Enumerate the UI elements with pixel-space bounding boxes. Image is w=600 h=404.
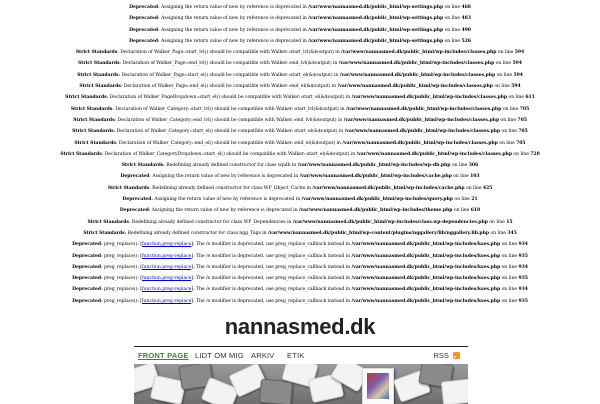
- error-level: Deprecated: [72, 253, 102, 259]
- error-line-prefix: on line: [465, 185, 482, 191]
- php-error-line: Strict Standards: Declaration of Walker_Category::start_lvl() should be compatible with Walker::start_lvl(&$output) in /var/www/nannasmed.dk/public_html/wp-includes/classes.php on line 705: [70, 106, 530, 112]
- error-level: Deprecated: [129, 27, 159, 33]
- error-line-prefix: on line: [444, 27, 461, 33]
- error-line-prefix: on line: [453, 174, 469, 180]
- error-file-path: /var/www/nannasmed.dk/public_html/wp-includes/classes.php: [339, 72, 496, 78]
- error-line-prefix: on line: [453, 208, 470, 214]
- error-message: Declaration of Walker_Category::start_el() should be compatible with Walker::start_el(&$output) in: [116, 129, 344, 135]
- error-line-prefix: on line: [495, 61, 512, 67]
- error-line-prefix: on line: [454, 197, 470, 203]
- php-error-line: Deprecated: Assigning the return value of new by reference is deprecated in /var/www/nannasmed.dk/public_html/wp-settings.php on line 468: [129, 5, 471, 10]
- error-line-number: 103: [470, 174, 480, 180]
- error-line-number: 594: [513, 72, 523, 78]
- error-line-number: 934: [518, 242, 528, 248]
- error-level: Strict Standards: [77, 72, 119, 78]
- error-file-path: /var/www/nannasmed.dk/public_html/wp-includes/query.php: [301, 197, 453, 203]
- error-line-number: 618: [470, 208, 481, 214]
- php-error-line: Deprecated: Assigning the return value of new by reference is deprecated in /var/www/nannasmed.dk/public_html/wp-settings.php on line 526: [129, 38, 471, 44]
- error-file-path: /var/www/nannasmed.dk/public_html/wp-content/plugins/nggallery/lib/nggallery.lib.php: [267, 230, 490, 236]
- error-message: Redefining already defined constructor for class wpdb in: [166, 163, 297, 169]
- error-line-prefix: on line: [501, 129, 517, 135]
- error-line-prefix: on line: [501, 276, 518, 282]
- error-file-path: /var/www/nannasmed.dk/public_html/wp-includes/kses.php: [351, 276, 501, 282]
- error-line-prefix: on line: [501, 264, 518, 270]
- error-line-prefix: on line: [501, 242, 518, 248]
- error-message: ]: The /e modifier is deprecated, use preg_replace_callback instead in: [191, 264, 351, 270]
- php-error-line: Strict Standards: Redefining already defined constructor for class wpdb in /var/www/nannasmed.dk/public_html/wp-includes/wp-db.php on line 306: [121, 163, 479, 169]
- php-error-line: Strict Standards: Declaration of Walker_Category::start_el() should be compatible with Walker::start_el(&$output) in /var/www/nannasmed.dk/public_html/wp-includes/classes.php on line 705: [72, 129, 528, 135]
- error-file-path: /var/www/nannasmed.dk/public_html/wp-includes/classes.php: [338, 61, 495, 67]
- error-line-prefix: on line: [496, 72, 513, 78]
- error-line-number: 935: [518, 253, 528, 259]
- php-error-line: Strict Standards: Declaration of Walker_Category::end_el() should be compatible with Walker::end_el(&$output) in /var/www/nannasmed.dk/public_html/wp-includes/classes.php on line 705: [74, 140, 526, 146]
- php-error-line: Deprecated: preg_replace(): [function.preg-replace]: The /e modifier is deprecated, use preg_replace_callback instead in /var/www/nannasmed.dk/public_html/wp-includes/kses.php on line 934: [72, 242, 528, 248]
- php-error-line: Strict Standards: Declaration of Walker_Category::end_lvl() should be compatible with Walker::end_lvl(&$output) in /var/www/nannasmed.dk/public_html/wp-includes/classes.php on line 705: [73, 117, 527, 123]
- error-level: Deprecated: [72, 264, 102, 270]
- php-error-line: Strict Standards: Declaration of Walker_PageDropdown::start_el() should be compatible with Walker::start_el(&$output) in /var/www/nannasmed.dk/public_html/wp-includes/classes.php on line 611: [65, 95, 535, 101]
- error-message: Assigning the return value of new by reference is deprecated in: [152, 174, 299, 180]
- error-line-number: 15: [506, 219, 513, 225]
- error-file-path: /var/www/nannasmed.dk/public_html/wp-includes/kses.php: [351, 298, 501, 304]
- photo-frame: [362, 368, 394, 404]
- tile-shape: [259, 379, 293, 404]
- error-line-prefix: on line: [500, 117, 516, 123]
- error-line-number: 490: [461, 27, 471, 33]
- error-level: Deprecated: [129, 38, 159, 44]
- error-level: Strict Standards: [65, 95, 107, 101]
- error-doc-link[interactable]: function.preg-replace: [141, 298, 192, 304]
- error-file-path: /var/www/nannasmed.dk/public_html/wp-includes/classes.php: [342, 140, 498, 146]
- error-message: ]: The /e modifier is deprecated, use preg_replace_callback instead in: [191, 253, 351, 259]
- error-doc-link[interactable]: function.preg-replace: [141, 276, 192, 282]
- error-line-number: 934: [518, 287, 528, 293]
- php-error-line: Deprecated: Assigning the return value of new by reference is deprecated in /var/www/nannasmed.dk/public_html/wp-includes/query.php on line 21: [122, 197, 478, 203]
- error-line-number: 935: [518, 298, 528, 304]
- error-line-number: 526: [461, 38, 471, 44]
- error-level: Deprecated: [120, 174, 150, 180]
- error-message: Assigning the return value of new by reference is deprecated in: [151, 208, 298, 214]
- php-error-line: Strict Standards: Redefining already defined constructor for class ngg_Tags in /var/www/nannasmed.dk/public_html/wp-content/plugins/nggallery/lib/nggallery.lib.php on line 345: [83, 230, 517, 236]
- error-message: Declaration of Walker_Page::end_lvl() should be compatible with Walker::end_lvl(&$output) in: [122, 61, 338, 67]
- error-line-prefix: on line: [502, 106, 519, 112]
- nav-item-lidt-om-mig[interactable]: LIDT OM MIG: [195, 351, 244, 360]
- error-level: Strict Standards: [75, 50, 118, 56]
- error-line-number: 705: [517, 117, 527, 123]
- error-doc-link[interactable]: function.preg-replace: [141, 264, 192, 270]
- error-doc-link[interactable]: function.preg-replace: [141, 287, 192, 293]
- error-message: ]: The /e modifier is deprecated, use preg_replace_callback instead in: [191, 242, 351, 248]
- error-line-number: 425: [482, 185, 493, 191]
- error-line-prefix: on line: [513, 151, 529, 157]
- error-message: Declaration of Walker_Category::end_el() should be compatible with Walker::end_el(&$output) in: [118, 140, 341, 146]
- error-level: Strict Standards: [121, 163, 164, 169]
- error-line-prefix: on line: [499, 140, 515, 146]
- main-navigation: [134, 346, 468, 366]
- error-file-path: /var/www/nannasmed.dk/public_html/wp-includes/cache.php: [312, 185, 465, 191]
- error-level: Strict Standards: [70, 106, 113, 112]
- error-message: Declaration of Walker_CategoryDropdown::start_el() should be compatible with Walker::start_el(&$output) in: [104, 151, 356, 157]
- error-level: Deprecated: [129, 5, 159, 10]
- nav-item-front-page[interactable]: FRONT PAGE: [138, 351, 189, 360]
- tile-shape: [441, 378, 468, 404]
- nav-item-etik[interactable]: ETIK: [287, 351, 305, 360]
- php-error-line: Deprecated: preg_replace(): [function.preg-replace]: The /e modifier is deprecated, use preg_replace_callback instead in /var/www/nannasmed.dk/public_html/wp-includes/kses.php on line 934: [72, 264, 528, 270]
- error-line-number: 483: [461, 16, 471, 22]
- error-line-prefix: on line: [501, 287, 518, 293]
- error-message: Assigning the return value of new by reference is deprecated in: [161, 38, 307, 44]
- error-file-path: /var/www/nannasmed.dk/public_html/wp-includes/wp-db.php: [297, 163, 451, 169]
- error-line-prefix: on line: [501, 253, 518, 259]
- nav-item-arkiv[interactable]: ARKIV: [251, 351, 275, 360]
- error-message: Assigning the return value of new by reference is deprecated in: [161, 27, 307, 33]
- error-message: preg_replace(): [: [104, 253, 142, 259]
- error-line-prefix: on line: [444, 16, 461, 22]
- php-error-line: Deprecated: preg_replace(): [function.preg-replace]: The /e modifier is deprecated, use preg_replace_callback instead in /var/www/nannasmed.dk/public_html/wp-includes/kses.php on line 935: [72, 253, 528, 259]
- header-image: [134, 364, 468, 404]
- error-file-path: /var/www/nannasmed.dk/public_html/wp-includes/classes.php: [351, 95, 508, 101]
- error-line-number: 594: [512, 61, 522, 67]
- error-file-path: /var/www/nannasmed.dk/public_html/wp-includes/classes.php: [356, 151, 512, 157]
- error-message: Declaration of Walker_PageDropdown::start_el() should be compatible with Walker::start_el(&$output) in: [109, 95, 351, 101]
- error-file-path: /var/www/nannasmed.dk/public_html/wp-includes/classes.php: [344, 129, 501, 135]
- error-file-path: /var/www/nannasmed.dk/public_html/wp-settings.php: [308, 16, 444, 22]
- php-error-line: Deprecated: Assigning the return value of new by reference is deprecated in /var/www/nannasmed.dk/public_html/wp-settings.php on line 483: [129, 16, 471, 22]
- error-message: Declaration of Walker_Category::end_lvl() should be compatible with Walker::end_lvl(&$output) in: [117, 117, 343, 123]
- error-line-prefix: on line: [444, 5, 461, 10]
- error-level: Strict Standards: [87, 219, 129, 225]
- error-file-path: /var/www/nannasmed.dk/public_html/wp-includes/classes.php: [343, 117, 500, 123]
- error-file-path: /var/www/nannasmed.dk/public_html/wp-includes/class.wp-dependencies.php: [292, 219, 488, 225]
- error-level: Strict Standards: [60, 151, 102, 157]
- error-file-path: /var/www/nannasmed.dk/public_html/wp-includes/classes.php: [337, 84, 493, 90]
- error-file-path: /var/www/nannasmed.dk/public_html/wp-includes/cache.php: [299, 174, 452, 180]
- error-file-path: /var/www/nannasmed.dk/public_html/wp-settings.php: [308, 5, 444, 10]
- error-line-prefix: on line: [451, 163, 468, 169]
- error-message: Declaration of Walker_Page::end_el() should be compatible with Walker::end_el(&$output) in: [123, 84, 337, 90]
- error-file-path: /var/www/nannasmed.dk/public_html/wp-settings.php: [308, 27, 444, 33]
- php-error-line: Strict Standards: Declaration of Walker_Page::start_el() should be compatible with Walker::start_el(&$output) in /var/www/nannasmed.dk/public_html/wp-includes/classes.php on line 594: [77, 72, 523, 78]
- error-level: Deprecated: [72, 298, 102, 304]
- error-level: Strict Standards: [83, 230, 125, 236]
- error-message: preg_replace(): [: [104, 264, 142, 270]
- error-file-path: /var/www/nannasmed.dk/public_html/wp-includes/theme.php: [298, 208, 453, 214]
- error-line-number: 345: [507, 230, 517, 236]
- error-line-prefix: on line: [494, 84, 510, 90]
- error-file-path: /var/www/nannasmed.dk/public_html/wp-includes/classes.php: [341, 50, 497, 56]
- error-line-number: 705: [516, 140, 526, 146]
- rss-link[interactable]: [433, 351, 460, 360]
- error-message: Redefining already defined constructor for class WP_Dependencies in: [131, 219, 292, 225]
- error-doc-link[interactable]: function.preg-replace: [141, 253, 192, 259]
- error-file-path: /var/www/nannasmed.dk/public_html/wp-includes/kses.php: [351, 242, 501, 248]
- php-error-line: Strict Standards: Declaration of Walker_Page::start_lvl() should be compatible with Walker::start_lvl(&$output) in /var/www/nannasmed.dk/public_html/wp-includes/classes.php on line 594: [75, 50, 525, 56]
- error-line-prefix: on line: [508, 95, 524, 101]
- error-message: ]: The /e modifier is deprecated, use preg_replace_callback instead in: [191, 287, 351, 293]
- error-line-prefix: on line: [489, 219, 505, 225]
- error-level: Strict Standards: [72, 129, 114, 135]
- error-message: Declaration of Walker_Page::start_el() should be compatible with Walker::start_el(&$output) in: [121, 72, 339, 78]
- error-message: Assigning the return value of new by reference is deprecated in: [154, 197, 301, 203]
- error-message: Declaration of Walker_Page::start_lvl() should be compatible with Walker::start_lvl(&$output) in: [120, 50, 340, 56]
- error-level: Deprecated: [72, 242, 102, 248]
- php-error-line: Strict Standards: Redefining already defined constructor for class WP_Object_Cache in /var/www/nannasmed.dk/public_html/wp-includes/cache.php on line 425: [107, 185, 493, 191]
- error-line-number: 594: [514, 50, 525, 56]
- error-line-number: 611: [525, 95, 535, 101]
- error-level: Strict Standards: [78, 61, 120, 67]
- error-line-number: 468: [461, 5, 471, 10]
- error-level: Deprecated: [119, 208, 149, 214]
- error-line-prefix: on line: [501, 298, 518, 304]
- error-line-number: 728: [530, 151, 540, 157]
- error-line-prefix: on line: [444, 38, 461, 44]
- error-message: Assigning the return value of new by reference is deprecated in: [161, 5, 307, 10]
- error-line-number: 594: [511, 84, 521, 90]
- rss-feed-icon: [453, 352, 460, 359]
- error-file-path: /var/www/nannasmed.dk/public_html/wp-settings.php: [308, 38, 444, 44]
- error-file-path: /var/www/nannasmed.dk/public_html/wp-includes/classes.php: [345, 106, 502, 112]
- error-line-number: 934: [518, 264, 528, 270]
- error-level: Deprecated: [72, 276, 102, 282]
- php-error-line: Deprecated: preg_replace(): [function.preg-replace]: The /e modifier is deprecated, use preg_replace_callback instead in /var/www/nannasmed.dk/public_html/wp-includes/kses.php on line 935: [72, 298, 528, 304]
- error-file-path: /var/www/nannasmed.dk/public_html/wp-includes/kses.php: [351, 264, 501, 270]
- error-line-prefix: on line: [497, 50, 514, 56]
- error-level: Strict Standards: [73, 117, 115, 123]
- rss-label: RSS: [433, 351, 449, 360]
- php-error-line: Deprecated: preg_replace(): [function.preg-replace]: The /e modifier is deprecated, use preg_replace_callback instead in /var/www/nannasmed.dk/public_html/wp-includes/kses.php on line 935: [72, 276, 528, 282]
- error-file-path: /var/www/nannasmed.dk/public_html/wp-includes/kses.php: [351, 253, 501, 259]
- photo: [367, 373, 389, 399]
- php-error-line: Strict Standards: Redefining already defined constructor for class WP_Dependencies in /var/www/nannasmed.dk/public_html/wp-includes/class.wp-dependencies.php on line 15: [87, 219, 513, 225]
- error-message: Assigning the return value of new by reference is deprecated in: [161, 16, 307, 22]
- error-message: ]: The /e modifier is deprecated, use preg_replace_callback instead in: [191, 298, 351, 304]
- error-line-number: 705: [519, 106, 530, 112]
- error-level: Strict Standards: [79, 84, 121, 90]
- php-error-line: Strict Standards: Declaration of Walker_Page::end_lvl() should be compatible with Walker::end_lvl(&$output) in /var/www/nannasmed.dk/public_html/wp-includes/classes.php on line 594: [78, 61, 522, 67]
- error-level: Strict Standards: [74, 140, 116, 146]
- error-message: preg_replace(): [: [104, 276, 142, 282]
- error-level: Strict Standards: [107, 185, 150, 191]
- error-line-number: 935: [518, 276, 528, 282]
- php-error-line: Deprecated: Assigning the return value of new by reference is deprecated in /var/www/nannasmed.dk/public_html/wp-includes/theme.php on line 618: [119, 208, 481, 214]
- error-level: Deprecated: [72, 287, 102, 293]
- error-file-path: /var/www/nannasmed.dk/public_html/wp-includes/kses.php: [351, 287, 501, 293]
- error-doc-link[interactable]: function.preg-replace: [141, 242, 192, 248]
- error-line-number: 306: [468, 163, 479, 169]
- error-message: ]: The /e modifier is deprecated, use preg_replace_callback instead in: [191, 276, 351, 282]
- error-line-prefix: on line: [490, 230, 506, 236]
- error-message: preg_replace(): [: [104, 287, 142, 293]
- php-error-line: Deprecated: Assigning the return value of new by reference is deprecated in /var/www/nannasmed.dk/public_html/wp-includes/cache.php on line 103: [120, 174, 480, 180]
- php-error-line: Strict Standards: Declaration of Walker_CategoryDropdown::start_el() should be compatible with Walker::start_el(&$output) in /var/www/nannasmed.dk/public_html/wp-includes/classes.php on line 728: [60, 151, 540, 157]
- error-level: Deprecated: [122, 197, 152, 203]
- error-line-number: 21: [471, 197, 478, 203]
- error-message: Redefining already defined constructor for class ngg_Tags in: [127, 230, 267, 236]
- php-error-list: [0, 2, 600, 307]
- site-title[interactable]: nannasmed.dk: [224, 314, 376, 339]
- php-error-line: Deprecated: preg_replace(): [function.preg-replace]: The /e modifier is deprecated, use preg_replace_callback instead in /var/www/nannasmed.dk/public_html/wp-includes/kses.php on line 934: [72, 287, 528, 293]
- error-message: preg_replace(): [: [104, 298, 142, 304]
- php-error-line: Deprecated: Assigning the return value of new by reference is deprecated in /var/www/nannasmed.dk/public_html/wp-settings.php on line 490: [129, 27, 471, 33]
- error-message: preg_replace(): [: [104, 242, 142, 248]
- error-level: Deprecated: [129, 16, 159, 22]
- error-message: Declaration of Walker_Category::start_lvl() should be compatible with Walker::start_lvl(&$output) in: [115, 106, 345, 112]
- error-message: Redefining already defined constructor for class WP_Object_Cache in: [152, 185, 311, 191]
- php-error-line: Strict Standards: Declaration of Walker_Page::end_el() should be compatible with Walker::end_el(&$output) in /var/www/nannasmed.dk/public_html/wp-includes/classes.php on line 594: [79, 84, 521, 90]
- error-line-number: 705: [518, 129, 528, 135]
